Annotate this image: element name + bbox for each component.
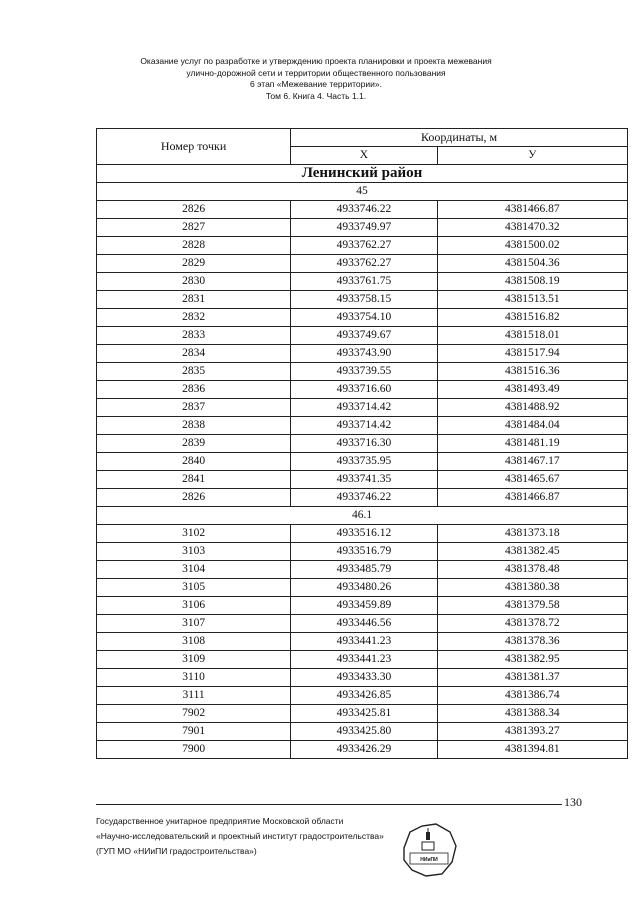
district-row — [97, 165, 628, 183]
point-number-cell: 3109 — [97, 651, 291, 669]
x-coordinate-cell: 4933425.81 — [291, 705, 438, 723]
table-row — [97, 435, 628, 453]
table-row — [97, 399, 628, 417]
table-row — [97, 597, 628, 615]
column-header-x: X — [291, 147, 438, 165]
x-coordinate-cell: 4933426.29 — [291, 741, 438, 759]
column-header-coords: Координаты, м — [291, 129, 628, 147]
y-coordinate-cell: 4381378.36 — [437, 633, 627, 651]
y-coordinate-cell: 4381382.45 — [437, 543, 627, 561]
y-coordinate-cell: 4381481.19 — [437, 435, 627, 453]
point-number-cell: 2838 — [97, 417, 291, 435]
table-row — [97, 687, 628, 705]
x-coordinate-cell: 4933746.22 — [291, 201, 438, 219]
x-coordinate-cell: 4933714.42 — [291, 417, 438, 435]
y-coordinate-cell: 4381467.17 — [437, 453, 627, 471]
x-coordinate-cell: 4933739.55 — [291, 363, 438, 381]
svg-text:НИиПИ: НИиПИ — [420, 857, 438, 863]
y-coordinate-cell: 4381394.81 — [437, 741, 627, 759]
x-coordinate-cell: 4933714.42 — [291, 399, 438, 417]
point-number-cell: 3108 — [97, 633, 291, 651]
point-number-cell: 3104 — [97, 561, 291, 579]
x-coordinate-cell: 4933446.56 — [291, 615, 438, 633]
x-coordinate-cell: 4933425.80 — [291, 723, 438, 741]
table-row — [97, 201, 628, 219]
y-coordinate-cell: 4381518.01 — [437, 327, 627, 345]
table-row — [97, 741, 628, 759]
coordinates-table — [96, 128, 628, 759]
x-coordinate-cell: 4933716.60 — [291, 381, 438, 399]
table-row — [97, 327, 628, 345]
point-number-cell: 2834 — [97, 345, 291, 363]
page-number: 130 — [564, 795, 582, 809]
table-row — [97, 525, 628, 543]
x-coordinate-cell: 4933516.79 — [291, 543, 438, 561]
y-coordinate-cell: 4381388.34 — [437, 705, 627, 723]
y-coordinate-cell: 4381516.36 — [437, 363, 627, 381]
point-number-cell: 3111 — [97, 687, 291, 705]
y-coordinate-cell: 4381488.92 — [437, 399, 627, 417]
x-coordinate-cell: 4933441.23 — [291, 633, 438, 651]
x-coordinate-cell: 4933743.90 — [291, 345, 438, 363]
x-coordinate-cell: 4933762.27 — [291, 255, 438, 273]
table-row — [97, 363, 628, 381]
point-number-cell: 3110 — [97, 669, 291, 687]
point-number-cell: 2830 — [97, 273, 291, 291]
x-coordinate-cell: 4933441.23 — [291, 651, 438, 669]
district-title: Ленинский район — [97, 165, 628, 183]
y-coordinate-cell: 4381513.51 — [437, 291, 627, 309]
y-coordinate-cell: 4381373.18 — [437, 525, 627, 543]
table-row — [97, 489, 628, 507]
point-number-cell: 7902 — [97, 705, 291, 723]
x-coordinate-cell: 4933426.85 — [291, 687, 438, 705]
point-number-cell: 7900 — [97, 741, 291, 759]
x-coordinate-cell: 4933480.26 — [291, 579, 438, 597]
moscow-region-logo-icon — [396, 818, 460, 880]
y-coordinate-cell: 4381493.49 — [437, 381, 627, 399]
table-row — [97, 669, 628, 687]
x-coordinate-cell: 4933433.30 — [291, 669, 438, 687]
point-number-cell: 2841 — [97, 471, 291, 489]
point-number-cell: 2826 — [97, 201, 291, 219]
point-number-cell: 3106 — [97, 597, 291, 615]
point-number-cell: 2837 — [97, 399, 291, 417]
x-coordinate-cell: 4933741.35 — [291, 471, 438, 489]
table-row — [97, 705, 628, 723]
point-number-cell: 3103 — [97, 543, 291, 561]
table-row — [97, 615, 628, 633]
x-coordinate-cell: 4933761.75 — [291, 273, 438, 291]
table-row — [97, 309, 628, 327]
section-row — [97, 507, 628, 525]
y-coordinate-cell: 4381465.67 — [437, 471, 627, 489]
section-row — [97, 183, 628, 201]
table-row — [97, 633, 628, 651]
header-line-4: Том 6. Книга 4. Часть 1.1. — [265, 90, 367, 101]
point-number-cell: 2835 — [97, 363, 291, 381]
x-coordinate-cell: 4933749.97 — [291, 219, 438, 237]
x-coordinate-cell: 4933459.89 — [291, 597, 438, 615]
table-row — [97, 381, 628, 399]
section-label: 45 — [97, 183, 628, 201]
y-coordinate-cell: 4381484.04 — [437, 417, 627, 435]
table-row — [97, 723, 628, 741]
point-number-cell: 3105 — [97, 579, 291, 597]
table-row — [97, 255, 628, 273]
y-coordinate-cell: 4381380.38 — [437, 579, 627, 597]
point-number-cell: 7901 — [97, 723, 291, 741]
y-coordinate-cell: 4381466.87 — [437, 489, 627, 507]
table-row — [97, 543, 628, 561]
y-coordinate-cell: 4381386.74 — [437, 687, 627, 705]
point-number-cell: 3107 — [97, 615, 291, 633]
table-row — [97, 219, 628, 237]
y-coordinate-cell: 4381517.94 — [437, 345, 627, 363]
x-coordinate-cell: 4933754.10 — [291, 309, 438, 327]
table-row — [97, 291, 628, 309]
header-line-2: улично-дорожной сети и территории общественного пользования — [186, 67, 446, 78]
y-coordinate-cell: 4381466.87 — [437, 201, 627, 219]
footer-line-3: (ГУП МО «НИиПИ градостроительства») — [96, 846, 257, 856]
point-number-cell: 2831 — [97, 291, 291, 309]
x-coordinate-cell: 4933485.79 — [291, 561, 438, 579]
x-coordinate-cell: 4933762.27 — [291, 237, 438, 255]
x-coordinate-cell: 4933749.67 — [291, 327, 438, 345]
point-number-cell: 2833 — [97, 327, 291, 345]
footer-line-2: «Научно-исследовательский и проектный институт градостроительства» — [96, 831, 384, 841]
point-number-cell: 2839 — [97, 435, 291, 453]
y-coordinate-cell: 4381378.72 — [437, 615, 627, 633]
document-footer — [96, 814, 384, 859]
y-coordinate-cell: 4381378.48 — [437, 561, 627, 579]
table-row — [97, 345, 628, 363]
table-row — [97, 561, 628, 579]
document-header — [0, 56, 632, 102]
table-row — [97, 273, 628, 291]
point-number-cell: 2836 — [97, 381, 291, 399]
point-number-cell: 2829 — [97, 255, 291, 273]
y-coordinate-cell: 4381393.27 — [437, 723, 627, 741]
point-number-cell: 3102 — [97, 525, 291, 543]
y-coordinate-cell: 4381470.32 — [437, 219, 627, 237]
header-line-1: Оказание услуг по разработке и утверждению проекта планировки и проекта межевания — [140, 56, 492, 66]
point-number-cell: 2828 — [97, 237, 291, 255]
y-coordinate-cell: 4381379.58 — [437, 597, 627, 615]
point-number-cell: 2827 — [97, 219, 291, 237]
footer-line-1: Государственное унитарное предприятие Московской области — [96, 816, 344, 826]
table-row — [97, 417, 628, 435]
column-header-y: У — [437, 147, 627, 165]
table-header-row — [97, 129, 628, 147]
column-header-point: Номер точки — [97, 129, 291, 165]
table-row — [97, 453, 628, 471]
x-coordinate-cell: 4933735.95 — [291, 453, 438, 471]
y-coordinate-cell: 4381516.82 — [437, 309, 627, 327]
y-coordinate-cell: 4381504.36 — [437, 255, 627, 273]
y-coordinate-cell: 4381381.37 — [437, 669, 627, 687]
table-row — [97, 471, 628, 489]
y-coordinate-cell: 4381500.02 — [437, 237, 627, 255]
point-number-cell: 2826 — [97, 489, 291, 507]
header-line-3: 6 этап «Межевание территории». — [250, 79, 382, 89]
table-row — [97, 579, 628, 597]
section-label: 46.1 — [97, 507, 628, 525]
point-number-cell: 2832 — [97, 309, 291, 327]
footer-divider — [96, 804, 562, 805]
point-number-cell: 2840 — [97, 453, 291, 471]
table-row — [97, 237, 628, 255]
y-coordinate-cell: 4381508.19 — [437, 273, 627, 291]
table-row — [97, 651, 628, 669]
x-coordinate-cell: 4933716.30 — [291, 435, 438, 453]
x-coordinate-cell: 4933516.12 — [291, 525, 438, 543]
x-coordinate-cell: 4933746.22 — [291, 489, 438, 507]
y-coordinate-cell: 4381382.95 — [437, 651, 627, 669]
x-coordinate-cell: 4933758.15 — [291, 291, 438, 309]
